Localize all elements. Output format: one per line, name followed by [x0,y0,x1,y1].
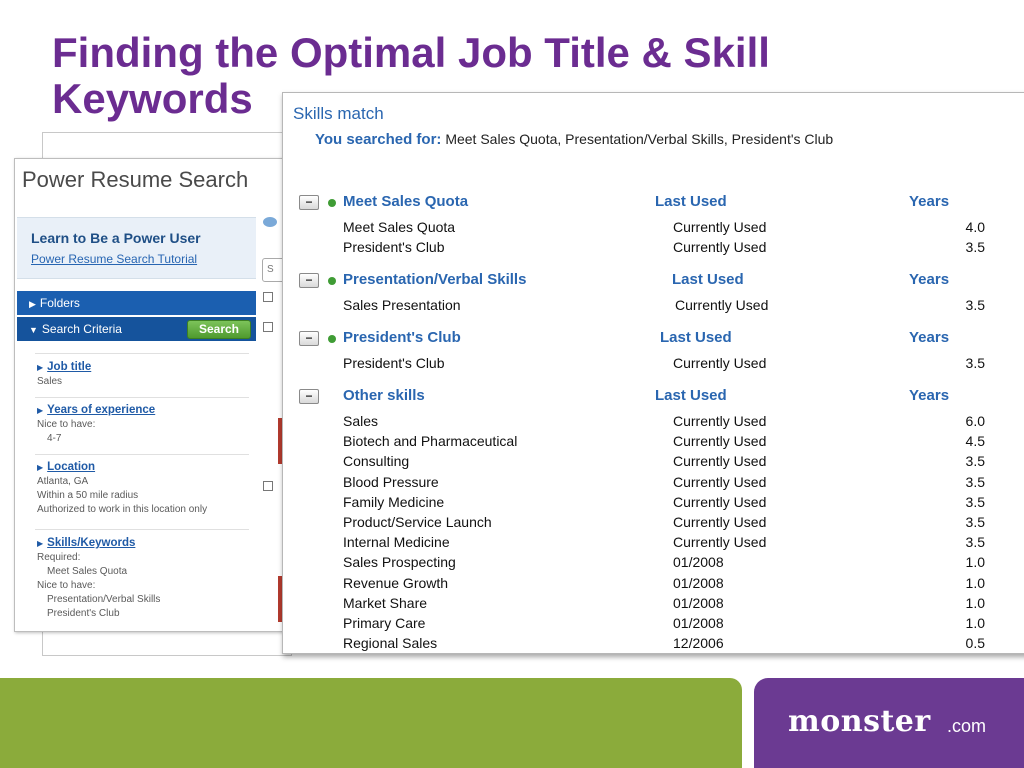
skills-keywords-link[interactable]: Skills/Keywords [47,537,136,549]
chevron-right-icon: ▶ [37,539,44,548]
skill-name: President's Club [343,239,445,255]
last-used-value: Currently Used [673,413,767,429]
result-checkbox[interactable] [263,322,273,332]
chevron-right-icon: ▶ [29,299,36,309]
criteria-line: Within a 50 mile radius [37,490,139,501]
criteria-line: Nice to have: [37,419,96,430]
last-used-value: Currently Used [673,453,767,470]
power-resume-search-title: Power Resume Search [22,167,249,192]
skill-row [283,514,1003,534]
search-criteria-bar[interactable] [17,317,259,341]
skills-match-title: Skills match [293,104,384,123]
skills-match-panel [282,92,1024,654]
skill-row [283,554,1003,574]
skill-name: Revenue Growth [343,574,449,591]
years-value: 3.5 [965,355,985,371]
skill-section-header [283,193,1003,215]
skill-section-header [283,271,1003,293]
years-value: 1.0 [965,574,985,591]
criteria-line: Meet Sales Quota [47,566,128,577]
years-value: 3.5 [965,473,985,490]
learn-power-user-box [17,217,259,279]
years-value: 4.0 [965,219,985,235]
skill-name: President's Club [343,355,445,371]
skill-row [283,219,1003,239]
skill-name: Meet Sales Quota [343,219,456,235]
collapse-button[interactable]: − [299,195,319,210]
collapse-button[interactable]: − [299,389,319,404]
skill-name: Regional Sales [343,635,438,652]
chevron-right-icon: ▶ [37,463,44,472]
match-dot-icon [328,335,336,343]
divider [35,529,249,530]
section-name: Other skills [343,387,425,404]
criteria-years-experience [37,403,155,446]
searched-for-label: You searched for: [315,131,442,148]
result-checkbox[interactable] [263,292,273,302]
chat-bubble-icon [263,217,277,227]
last-used-value: Currently Used [673,514,767,530]
last-used-value: Currently Used [673,239,767,255]
match-dot-icon [328,199,336,207]
last-used-header: Last Used [655,193,727,210]
years-header: Years [909,329,950,346]
years-value: 3.5 [965,514,985,530]
skill-section-header [283,329,1003,351]
years-value: 1.0 [965,594,985,611]
years-value: 1.0 [965,554,985,571]
last-used-header: Last Used [672,271,744,288]
skill-row [283,615,1003,635]
skill-name: Primary Care [343,615,426,631]
job-title-link[interactable]: Job title [47,361,92,373]
years-value: 3.5 [965,534,985,551]
skill-row [283,595,1003,615]
skill-name: Sales Presentation [343,297,461,313]
years-header: Years [909,387,950,404]
power-resume-search-panel [14,158,286,632]
collapse-button[interactable]: − [299,331,319,346]
last-used-value: Currently Used [673,534,767,551]
criteria-line: Nice to have: [37,580,96,591]
criteria-line: Presentation/Verbal Skills [47,594,161,605]
criteria-line: Sales [37,376,63,387]
last-used-value: Currently Used [673,219,767,235]
criteria-line: Required: [37,552,81,563]
monster-logo-suffix: .com [947,716,987,736]
last-used-header: Last Used [660,329,732,346]
folders-bar[interactable] [17,291,259,315]
last-used-value: 01/2008 [673,615,724,631]
footer-green-bar [0,678,742,768]
collapse-button[interactable]: − [299,273,319,288]
skill-name: Blood Pressure [343,473,439,490]
last-used-value: Currently Used [673,473,767,490]
years-header: Years [909,271,950,288]
skill-name: Biotech and Pharmaceutical [343,433,518,450]
skill-row [283,355,1003,375]
divider [35,353,249,354]
section-name: President's Club [343,329,461,346]
searched-for-line [315,131,833,148]
years-of-experience-link[interactable]: Years of experience [47,404,156,416]
criteria-skills-keywords [37,536,160,621]
skill-name: Family Medicine [343,493,445,510]
learn-power-user-heading: Learn to Be a Power User [31,230,201,246]
skill-row [283,635,1003,655]
tutorial-link[interactable]: Power Resume Search Tutorial [31,252,198,266]
years-value: 6.0 [965,413,985,429]
skill-row [283,534,1003,554]
chevron-down-icon: ▼ [29,325,38,335]
section-name: Presentation/Verbal Skills [343,271,527,288]
location-link[interactable]: Location [47,461,96,473]
criteria-line: 4-7 [47,433,62,444]
last-used-value: Currently Used [673,433,767,450]
years-value: 3.5 [965,239,985,255]
monster-logo: monster [788,704,931,739]
criteria-location [37,460,207,517]
last-used-value: 01/2008 [673,594,724,611]
folders-label: Folders [39,296,80,310]
last-used-value: 12/2006 [673,635,724,652]
chevron-right-icon: ▶ [37,406,44,415]
years-value: 0.5 [965,635,985,652]
skill-name: Internal Medicine [343,534,450,551]
years-value: 3.5 [965,297,985,313]
years-header: Years [909,193,950,210]
skill-name: Consulting [343,453,410,470]
skill-row [283,575,1003,595]
section-name: Meet Sales Quota [343,193,469,210]
criteria-line: President's Club [47,608,120,619]
years-value: 1.0 [965,615,985,631]
last-used-value: Currently Used [673,493,767,510]
criteria-line: Atlanta, GA [37,476,89,487]
last-used-value: 01/2008 [673,554,724,571]
years-value: 4.5 [965,433,985,450]
skill-name: Sales [343,413,379,429]
slide-title: Finding the Optimal Job Title & Skill Keywords [52,29,770,122]
skill-name: Product/Service Launch [343,514,492,530]
last-used-header: Last Used [655,387,727,404]
result-checkbox[interactable] [263,481,273,491]
chevron-right-icon: ▶ [37,363,44,372]
criteria-line: Authorized to work in this location only [37,504,208,515]
years-value: 3.5 [965,493,985,510]
skill-row [283,474,1003,494]
divider [35,397,249,398]
skill-row [283,239,1003,259]
skill-row [283,413,1003,433]
skill-name: Sales Prospecting [343,554,456,571]
search-input[interactable]: S [262,258,286,282]
last-used-value: 01/2008 [673,574,724,591]
criteria-job-title [37,360,91,389]
last-used-value: Currently Used [675,297,769,313]
skill-section-header [283,387,1003,409]
searched-for-value: Meet Sales Quota, Presentation/Verbal Skills, President's Club [445,131,834,147]
match-dot-icon [328,277,336,285]
search-button[interactable]: Search [187,320,251,339]
last-used-value: Currently Used [673,355,767,371]
skill-name: Market Share [343,594,428,611]
search-criteria-label: Search Criteria [41,322,122,336]
skill-row [283,297,1003,317]
skill-row [283,433,1003,453]
years-value: 3.5 [965,453,985,470]
skill-row [283,494,1003,514]
skill-row [283,453,1003,473]
divider [35,454,249,455]
